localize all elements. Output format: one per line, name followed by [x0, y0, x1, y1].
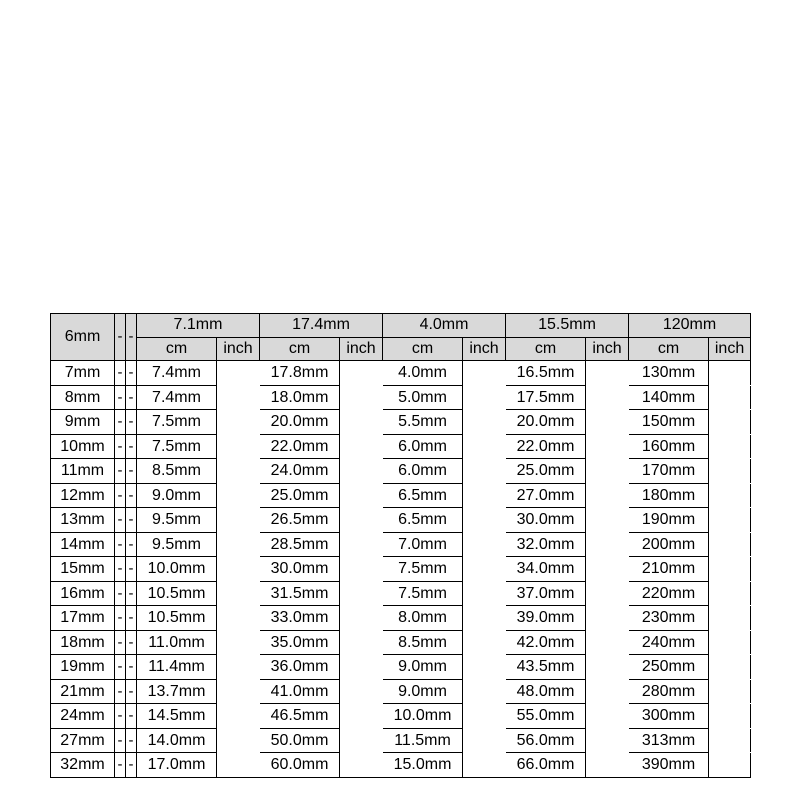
row-cm-cell: 11.4mm — [137, 655, 217, 680]
row-dash-cell: - — [115, 483, 126, 508]
row-inch-cell — [586, 557, 629, 582]
row-dash-cell: - — [126, 655, 137, 680]
row-inch-cell — [217, 410, 260, 435]
row-cm-cell: 9.0mm — [383, 679, 463, 704]
row-cm-cell: 160mm — [629, 434, 709, 459]
row-inch-cell — [340, 434, 383, 459]
row-inch-cell — [586, 361, 629, 386]
row-cm-cell: 55.0mm — [506, 704, 586, 729]
row-size-cell: 7mm — [51, 361, 115, 386]
row-inch-cell — [463, 434, 506, 459]
row-inch-cell — [217, 385, 260, 410]
table-row — [51, 606, 751, 631]
row-cm-cell: 17.8mm — [260, 361, 340, 386]
row-cm-cell: 10.0mm — [137, 557, 217, 582]
header-group-cell: 17.4mm — [260, 314, 383, 338]
header-group-cell: 15.5mm — [506, 314, 629, 338]
row-inch-cell — [463, 508, 506, 533]
row-cm-cell: 18.0mm — [260, 385, 340, 410]
row-cm-cell: 17.5mm — [506, 385, 586, 410]
row-inch-cell — [709, 532, 751, 557]
row-cm-cell: 180mm — [629, 483, 709, 508]
row-cm-cell: 210mm — [629, 557, 709, 582]
row-cm-cell: 9.5mm — [137, 508, 217, 533]
row-inch-cell — [709, 508, 751, 533]
row-dash-cell: - — [126, 704, 137, 729]
row-dash-cell: - — [115, 581, 126, 606]
row-inch-cell — [217, 459, 260, 484]
row-size-cell: 15mm — [51, 557, 115, 582]
row-inch-cell — [709, 557, 751, 582]
row-inch-cell — [463, 630, 506, 655]
row-cm-cell: 35.0mm — [260, 630, 340, 655]
row-cm-cell: 200mm — [629, 532, 709, 557]
row-cm-cell: 22.0mm — [260, 434, 340, 459]
table-row — [51, 459, 751, 484]
row-inch-cell — [709, 385, 751, 410]
row-inch-cell — [340, 704, 383, 729]
row-cm-cell: 8.5mm — [383, 630, 463, 655]
row-inch-cell — [340, 483, 383, 508]
row-dash-cell: - — [115, 385, 126, 410]
row-inch-cell — [586, 679, 629, 704]
row-inch-cell — [709, 361, 751, 386]
header-unit-cm: cm — [383, 337, 463, 361]
row-cm-cell: 34.0mm — [506, 557, 586, 582]
row-cm-cell: 7.4mm — [137, 361, 217, 386]
row-inch-cell — [463, 557, 506, 582]
row-dash-cell: - — [126, 557, 137, 582]
row-cm-cell: 10.5mm — [137, 606, 217, 631]
table-row — [51, 728, 751, 753]
row-inch-cell — [340, 655, 383, 680]
row-inch-cell — [463, 532, 506, 557]
row-cm-cell: 7.5mm — [137, 434, 217, 459]
row-cm-cell: 26.5mm — [260, 508, 340, 533]
row-cm-cell: 60.0mm — [260, 753, 340, 778]
row-cm-cell: 25.0mm — [260, 483, 340, 508]
row-inch-cell — [709, 753, 751, 778]
table-row — [51, 483, 751, 508]
row-inch-cell — [340, 385, 383, 410]
row-inch-cell — [463, 581, 506, 606]
row-inch-cell — [340, 361, 383, 386]
header-group-cell: 7.1mm — [137, 314, 260, 338]
row-cm-cell: 170mm — [629, 459, 709, 484]
row-cm-cell: 14.0mm — [137, 728, 217, 753]
row-cm-cell: 46.5mm — [260, 704, 340, 729]
row-inch-cell — [463, 704, 506, 729]
row-cm-cell: 190mm — [629, 508, 709, 533]
row-cm-cell: 7.0mm — [383, 532, 463, 557]
header-corner-cell: 6mm — [51, 314, 115, 361]
row-cm-cell: 5.5mm — [383, 410, 463, 435]
row-size-cell: 19mm — [51, 655, 115, 680]
row-dash-cell: - — [115, 532, 126, 557]
row-inch-cell — [463, 385, 506, 410]
row-inch-cell — [586, 483, 629, 508]
row-size-cell: 8mm — [51, 385, 115, 410]
row-cm-cell: 7.4mm — [137, 385, 217, 410]
row-cm-cell: 240mm — [629, 630, 709, 655]
row-inch-cell — [217, 679, 260, 704]
row-inch-cell — [463, 728, 506, 753]
row-inch-cell — [217, 606, 260, 631]
header-unit-cm: cm — [629, 337, 709, 361]
row-cm-cell: 43.5mm — [506, 655, 586, 680]
row-cm-cell: 25.0mm — [506, 459, 586, 484]
header-row-units — [51, 337, 751, 361]
row-cm-cell: 17.0mm — [137, 753, 217, 778]
header-unit-cm: cm — [137, 337, 217, 361]
row-dash-cell: - — [126, 532, 137, 557]
row-cm-cell: 37.0mm — [506, 581, 586, 606]
row-inch-cell — [586, 630, 629, 655]
header-row-groups — [51, 314, 751, 338]
row-inch-cell — [463, 606, 506, 631]
row-inch-cell — [463, 410, 506, 435]
header-unit-inch: inch — [463, 337, 506, 361]
row-inch-cell — [586, 581, 629, 606]
row-dash-cell: - — [126, 361, 137, 386]
row-cm-cell: 27.0mm — [506, 483, 586, 508]
row-cm-cell: 6.0mm — [383, 459, 463, 484]
row-size-cell: 9mm — [51, 410, 115, 435]
table-row — [51, 679, 751, 704]
table-row — [51, 557, 751, 582]
row-cm-cell: 390mm — [629, 753, 709, 778]
row-dash-cell: - — [126, 728, 137, 753]
table-row — [51, 508, 751, 533]
row-size-cell: 24mm — [51, 704, 115, 729]
row-inch-cell — [586, 459, 629, 484]
row-inch-cell — [709, 410, 751, 435]
row-inch-cell — [586, 508, 629, 533]
row-cm-cell: 50.0mm — [260, 728, 340, 753]
header-unit-cm: cm — [260, 337, 340, 361]
row-dash-cell: - — [126, 410, 137, 435]
header-unit-cm: cm — [506, 337, 586, 361]
row-inch-cell — [586, 728, 629, 753]
row-inch-cell — [340, 581, 383, 606]
header-group-cell: 120mm — [629, 314, 751, 338]
header-unit-inch: inch — [340, 337, 383, 361]
row-cm-cell: 9.0mm — [383, 655, 463, 680]
row-inch-cell — [217, 753, 260, 778]
row-size-cell: 16mm — [51, 581, 115, 606]
row-dash-cell: - — [115, 606, 126, 631]
row-cm-cell: 300mm — [629, 704, 709, 729]
header-unit-inch: inch — [217, 337, 260, 361]
row-cm-cell: 11.5mm — [383, 728, 463, 753]
row-cm-cell: 14.5mm — [137, 704, 217, 729]
row-inch-cell — [709, 434, 751, 459]
row-cm-cell: 30.0mm — [506, 508, 586, 533]
row-cm-cell: 31.5mm — [260, 581, 340, 606]
row-inch-cell — [340, 410, 383, 435]
row-inch-cell — [586, 385, 629, 410]
row-size-cell: 18mm — [51, 630, 115, 655]
row-inch-cell — [586, 434, 629, 459]
row-cm-cell: 130mm — [629, 361, 709, 386]
row-inch-cell — [709, 679, 751, 704]
row-dash-cell: - — [115, 728, 126, 753]
row-inch-cell — [463, 655, 506, 680]
row-dash-cell: - — [115, 679, 126, 704]
row-size-cell: 14mm — [51, 532, 115, 557]
row-cm-cell: 20.0mm — [260, 410, 340, 435]
row-size-cell: 10mm — [51, 434, 115, 459]
row-inch-cell — [217, 655, 260, 680]
row-inch-cell — [586, 606, 629, 631]
row-inch-cell — [709, 655, 751, 680]
row-dash-cell: - — [126, 459, 137, 484]
row-cm-cell: 313mm — [629, 728, 709, 753]
row-dash-cell: - — [126, 679, 137, 704]
row-inch-cell — [217, 728, 260, 753]
row-inch-cell — [586, 410, 629, 435]
row-inch-cell — [340, 606, 383, 631]
table-row — [51, 385, 751, 410]
row-cm-cell: 20.0mm — [506, 410, 586, 435]
row-cm-cell: 48.0mm — [506, 679, 586, 704]
row-inch-cell — [340, 753, 383, 778]
row-inch-cell — [586, 655, 629, 680]
table-row — [51, 704, 751, 729]
header-dash-cell: - — [115, 314, 126, 361]
row-inch-cell — [217, 630, 260, 655]
row-inch-cell — [709, 581, 751, 606]
row-inch-cell — [340, 459, 383, 484]
row-cm-cell: 56.0mm — [506, 728, 586, 753]
row-inch-cell — [340, 679, 383, 704]
row-cm-cell: 7.5mm — [137, 410, 217, 435]
row-inch-cell — [217, 704, 260, 729]
row-cm-cell: 5.0mm — [383, 385, 463, 410]
row-cm-cell: 230mm — [629, 606, 709, 631]
row-cm-cell: 150mm — [629, 410, 709, 435]
row-inch-cell — [463, 483, 506, 508]
table-row — [51, 581, 751, 606]
row-cm-cell: 16.5mm — [506, 361, 586, 386]
row-cm-cell: 140mm — [629, 385, 709, 410]
row-cm-cell: 33.0mm — [260, 606, 340, 631]
row-cm-cell: 41.0mm — [260, 679, 340, 704]
row-dash-cell: - — [115, 753, 126, 778]
row-dash-cell: - — [115, 704, 126, 729]
row-cm-cell: 32.0mm — [506, 532, 586, 557]
row-cm-cell: 66.0mm — [506, 753, 586, 778]
table-row — [51, 410, 751, 435]
row-cm-cell: 36.0mm — [260, 655, 340, 680]
row-inch-cell — [217, 434, 260, 459]
row-dash-cell: - — [126, 606, 137, 631]
row-dash-cell: - — [126, 483, 137, 508]
row-size-cell: 13mm — [51, 508, 115, 533]
row-cm-cell: 6.0mm — [383, 434, 463, 459]
row-inch-cell — [217, 532, 260, 557]
row-inch-cell — [586, 753, 629, 778]
row-cm-cell: 13.7mm — [137, 679, 217, 704]
row-dash-cell: - — [126, 581, 137, 606]
header-unit-inch: inch — [586, 337, 629, 361]
row-cm-cell: 4.0mm — [383, 361, 463, 386]
row-cm-cell: 9.5mm — [137, 532, 217, 557]
row-inch-cell — [217, 581, 260, 606]
row-inch-cell — [217, 508, 260, 533]
row-inch-cell — [217, 361, 260, 386]
row-cm-cell: 8.5mm — [137, 459, 217, 484]
row-dash-cell: - — [115, 434, 126, 459]
row-cm-cell: 11.0mm — [137, 630, 217, 655]
row-dash-cell: - — [126, 753, 137, 778]
row-dash-cell: - — [115, 655, 126, 680]
row-size-cell: 27mm — [51, 728, 115, 753]
row-cm-cell: 7.5mm — [383, 557, 463, 582]
row-dash-cell: - — [115, 557, 126, 582]
row-dash-cell: - — [115, 459, 126, 484]
row-cm-cell: 8.0mm — [383, 606, 463, 631]
row-dash-cell: - — [115, 361, 126, 386]
row-cm-cell: 15.0mm — [383, 753, 463, 778]
row-inch-cell — [586, 704, 629, 729]
row-inch-cell — [340, 630, 383, 655]
row-inch-cell — [463, 459, 506, 484]
row-inch-cell — [709, 606, 751, 631]
row-cm-cell: 10.5mm — [137, 581, 217, 606]
row-dash-cell: - — [126, 508, 137, 533]
row-cm-cell: 24.0mm — [260, 459, 340, 484]
row-cm-cell: 42.0mm — [506, 630, 586, 655]
row-dash-cell: - — [115, 410, 126, 435]
row-cm-cell: 280mm — [629, 679, 709, 704]
row-inch-cell — [709, 630, 751, 655]
row-inch-cell — [463, 679, 506, 704]
row-dash-cell: - — [126, 434, 137, 459]
row-inch-cell — [340, 532, 383, 557]
row-dash-cell: - — [126, 630, 137, 655]
row-inch-cell — [463, 361, 506, 386]
row-cm-cell: 9.0mm — [137, 483, 217, 508]
row-inch-cell — [709, 728, 751, 753]
row-cm-cell: 10.0mm — [383, 704, 463, 729]
row-inch-cell — [709, 483, 751, 508]
row-size-cell: 11mm — [51, 459, 115, 484]
row-cm-cell: 220mm — [629, 581, 709, 606]
row-inch-cell — [586, 532, 629, 557]
row-cm-cell: 6.5mm — [383, 483, 463, 508]
header-dash-cell: - — [126, 314, 137, 361]
row-cm-cell: 7.5mm — [383, 581, 463, 606]
header-group-cell: 4.0mm — [383, 314, 506, 338]
row-inch-cell — [709, 704, 751, 729]
row-cm-cell: 22.0mm — [506, 434, 586, 459]
row-cm-cell: 6.5mm — [383, 508, 463, 533]
header-unit-inch: inch — [709, 337, 751, 361]
row-cm-cell: 30.0mm — [260, 557, 340, 582]
row-inch-cell — [217, 557, 260, 582]
table-body — [51, 314, 751, 778]
row-inch-cell — [340, 728, 383, 753]
row-size-cell: 21mm — [51, 679, 115, 704]
row-inch-cell — [340, 508, 383, 533]
row-inch-cell — [463, 753, 506, 778]
table-row — [51, 655, 751, 680]
row-cm-cell: 250mm — [629, 655, 709, 680]
row-dash-cell: - — [115, 508, 126, 533]
row-cm-cell: 39.0mm — [506, 606, 586, 631]
row-inch-cell — [709, 459, 751, 484]
row-size-cell: 12mm — [51, 483, 115, 508]
table-row — [51, 753, 751, 778]
table-row — [51, 630, 751, 655]
row-inch-cell — [340, 557, 383, 582]
table-row — [51, 434, 751, 459]
row-inch-cell — [217, 483, 260, 508]
row-cm-cell: 28.5mm — [260, 532, 340, 557]
table-row — [51, 361, 751, 386]
row-size-cell: 17mm — [51, 606, 115, 631]
row-size-cell: 32mm — [51, 753, 115, 778]
row-dash-cell: - — [115, 630, 126, 655]
table-row — [51, 532, 751, 557]
size-table — [50, 313, 751, 778]
row-dash-cell: - — [126, 385, 137, 410]
